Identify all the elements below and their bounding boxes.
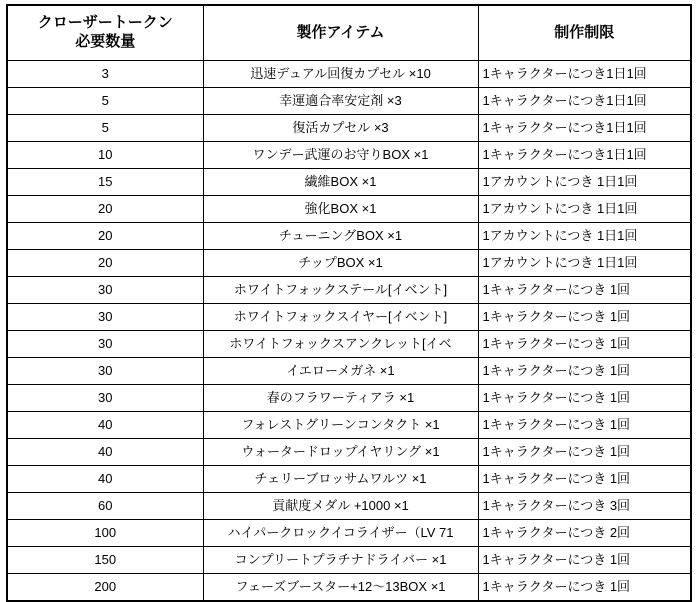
cell-craft-item: フェーズブースター+12〜13BOX ×1 [203, 574, 478, 602]
cell-craft-limit: 1キャラクターにつき1日1回 [478, 88, 691, 115]
table-row [7, 115, 691, 142]
cell-craft-item: ワンデー武運のお守りBOX ×1 [203, 142, 478, 169]
cell-craft-limit: 1キャラクターにつき 1回 [478, 547, 691, 574]
cell-craft-limit: 1キャラクターにつき1日1回 [478, 142, 691, 169]
cell-token-quantity: 30 [7, 331, 203, 358]
cell-token-quantity: 20 [7, 196, 203, 223]
table-row [7, 196, 691, 223]
cell-craft-limit: 1アカウントにつき 1日1回 [478, 196, 691, 223]
cell-craft-limit: 1キャラクターにつき1日1回 [478, 115, 691, 142]
column-header-token-quantity-line1: クローザートークン [37, 14, 173, 32]
cell-craft-limit: 1キャラクターにつき1日1回 [478, 61, 691, 88]
table-row [7, 385, 691, 412]
cell-craft-limit: 1キャラクターにつき 1回 [478, 385, 691, 412]
cell-craft-limit: 1キャラクターにつき 1回 [478, 439, 691, 466]
table-row [7, 574, 691, 602]
table-row [7, 304, 691, 331]
table-row [7, 520, 691, 547]
cell-craft-item: ハイパークロックイコライザー（LV 71 [203, 520, 478, 547]
cell-craft-limit: 1アカウントにつき 1日1回 [478, 250, 691, 277]
cell-craft-item: 復活カプセル ×3 [203, 115, 478, 142]
table-row [7, 493, 691, 520]
cell-token-quantity: 100 [7, 520, 203, 547]
cell-craft-item: 迅速デュアル回復カプセル ×10 [203, 61, 478, 88]
cell-token-quantity: 60 [7, 493, 203, 520]
cell-craft-item: チェリーブロッサムワルツ ×1 [203, 466, 478, 493]
table-row [7, 412, 691, 439]
cell-token-quantity: 200 [7, 574, 203, 602]
cell-token-quantity: 3 [7, 61, 203, 88]
cell-token-quantity: 10 [7, 142, 203, 169]
table-row [7, 439, 691, 466]
table-row [7, 169, 691, 196]
cell-craft-item: フォレストグリーンコンタクト ×1 [203, 412, 478, 439]
cell-token-quantity: 5 [7, 88, 203, 115]
cell-craft-item: 幸運適合率安定剤 ×3 [203, 88, 478, 115]
cell-craft-limit: 1キャラクターにつき 1回 [478, 358, 691, 385]
column-header-craft-limit: 制作制限 [478, 5, 691, 61]
cell-token-quantity: 30 [7, 277, 203, 304]
cell-token-quantity: 40 [7, 412, 203, 439]
cell-craft-item: チューニングBOX ×1 [203, 223, 478, 250]
cell-token-quantity: 30 [7, 304, 203, 331]
table-body [7, 61, 691, 602]
table-row [7, 277, 691, 304]
cell-craft-limit: 1キャラクターにつき 1回 [478, 331, 691, 358]
cell-craft-item: 貢献度メダル +1000 ×1 [203, 493, 478, 520]
cell-craft-item: 春のフラワーティアラ ×1 [203, 385, 478, 412]
column-header-token-quantity [7, 5, 203, 61]
cell-craft-item: ホワイトフォックスアンクレット[イベ [203, 331, 478, 358]
cell-craft-limit: 1キャラクターにつき 1回 [478, 412, 691, 439]
cell-token-quantity: 150 [7, 547, 203, 574]
cell-craft-item: ホワイトフォックステール[イベント] [203, 277, 478, 304]
cell-token-quantity: 40 [7, 466, 203, 493]
cell-craft-limit: 1キャラクターにつき 2回 [478, 520, 691, 547]
table-row [7, 223, 691, 250]
column-header-token-quantity-line2: 必要数量 [75, 33, 136, 50]
cell-token-quantity: 15 [7, 169, 203, 196]
cell-craft-item: 繊維BOX ×1 [203, 169, 478, 196]
cell-token-quantity: 40 [7, 439, 203, 466]
table-header-row [7, 5, 691, 61]
cell-token-quantity: 30 [7, 385, 203, 412]
table-header [7, 5, 691, 61]
cell-craft-item: 強化BOX ×1 [203, 196, 478, 223]
cell-craft-limit: 1キャラクターにつき 1回 [478, 574, 691, 602]
cell-token-quantity: 20 [7, 250, 203, 277]
cell-craft-limit: 1キャラクターにつき 1回 [478, 304, 691, 331]
cell-token-quantity: 20 [7, 223, 203, 250]
table-row [7, 466, 691, 493]
table-row [7, 250, 691, 277]
cell-craft-limit: 1アカウントにつき 1日1回 [478, 169, 691, 196]
cell-token-quantity: 5 [7, 115, 203, 142]
cell-craft-limit: 1キャラクターにつき 1回 [478, 466, 691, 493]
table-row [7, 547, 691, 574]
cell-token-quantity: 30 [7, 358, 203, 385]
craft-item-table [6, 4, 692, 602]
cell-craft-item: イエローメガネ ×1 [203, 358, 478, 385]
table-row [7, 142, 691, 169]
cell-craft-limit: 1キャラクターにつき 1回 [478, 277, 691, 304]
table-row [7, 61, 691, 88]
cell-craft-limit: 1アカウントにつき 1日1回 [478, 223, 691, 250]
cell-craft-item: チップBOX ×1 [203, 250, 478, 277]
cell-craft-limit: 1キャラクターにつき 3回 [478, 493, 691, 520]
cell-craft-item: ホワイトフォックスイヤー[イベント] [203, 304, 478, 331]
cell-craft-item: コンプリートプラチナドライバー ×1 [203, 547, 478, 574]
column-header-craft-item: 製作アイテム [203, 5, 478, 61]
table-row [7, 358, 691, 385]
cell-craft-item: ウォータードロップイヤリング ×1 [203, 439, 478, 466]
table-row [7, 331, 691, 358]
table-row [7, 88, 691, 115]
